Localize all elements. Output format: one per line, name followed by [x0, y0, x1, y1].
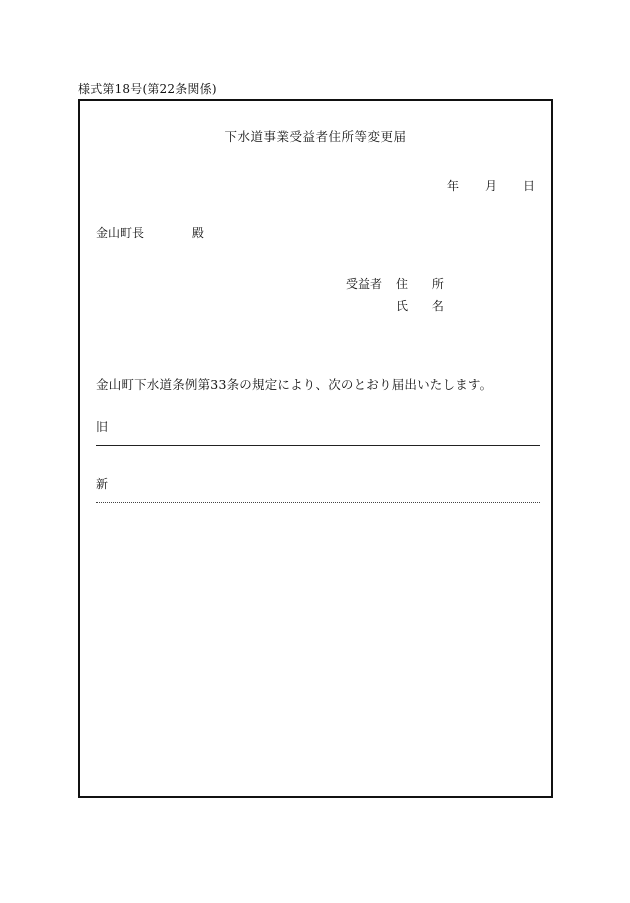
old-entry-line [96, 445, 540, 446]
applicant-block [346, 272, 454, 316]
name-label: 氏 名 [396, 298, 454, 313]
addressee [96, 224, 204, 241]
form-title: 下水道事業受益者住所等変更届 [224, 129, 407, 144]
old-label: 旧 [96, 420, 109, 434]
date-line [447, 177, 535, 194]
addressee-name: 金山町長 [96, 226, 145, 240]
date-year-label: 年 [446, 179, 459, 193]
form-number: 様式第18号(第22条関係) [78, 82, 217, 96]
applicant-address-row [346, 272, 454, 294]
form-box [78, 99, 553, 798]
statement-text: 金山町下水道条例第33条の規定により、次のとおり届出いたします。 [96, 377, 493, 392]
date-day-label: 日 [522, 179, 535, 193]
new-entry-line [96, 502, 540, 503]
address-label: 住 所 [396, 276, 454, 291]
new-label: 新 [96, 477, 109, 491]
applicant-role: 受益者 [346, 276, 383, 291]
date-month-label: 月 [484, 179, 497, 193]
addressee-honorific: 殿 [191, 226, 204, 240]
applicant-name-row [346, 294, 454, 316]
